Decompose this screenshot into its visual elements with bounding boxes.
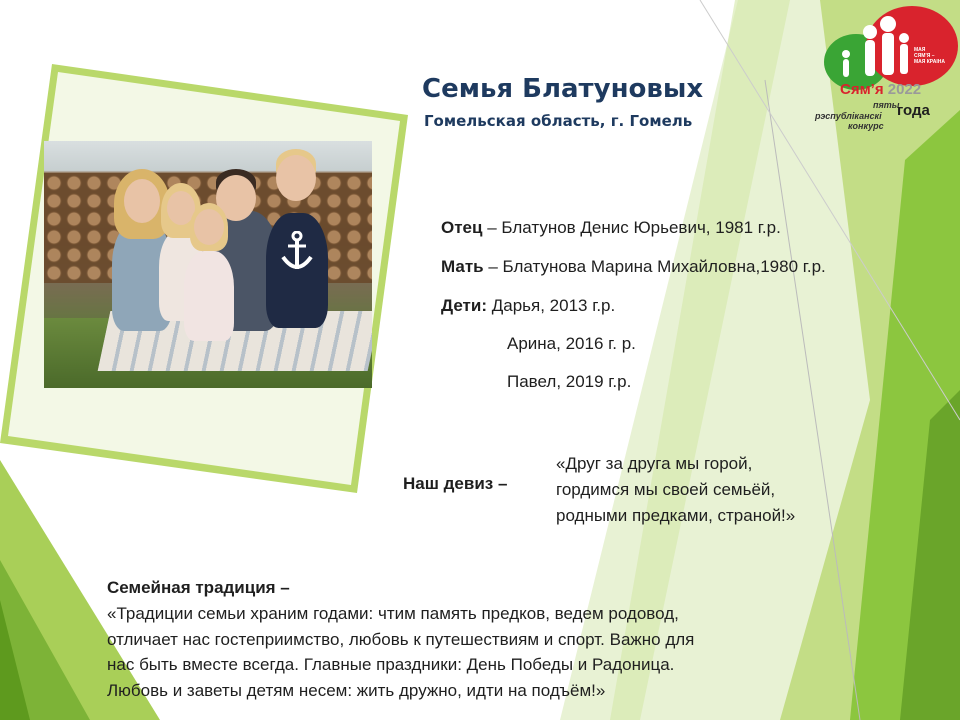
child-1: Дарья, 2013 г.р.	[487, 296, 616, 315]
head-mother	[124, 179, 160, 223]
tradition-line-4: Любовь и заветы детям несем: жить дружно, идти на подъём!»	[107, 681, 606, 700]
tradition-line-3: нас быть вместе всегда. Главные праздники: День Победы и Радоница.	[107, 655, 675, 674]
logo-badge-line-3: МАЯ КРАІНА	[914, 59, 945, 65]
father-line	[441, 218, 781, 238]
motto-line-1: «Друг за друга мы горой,	[556, 454, 753, 473]
children-label: Дети:	[441, 296, 487, 315]
children-line	[441, 296, 615, 316]
person-girl-2	[184, 251, 234, 341]
logo-name-red: Сям’я	[840, 81, 884, 98]
logo-small-1: пяты	[873, 100, 900, 110]
father-label: Отец	[441, 218, 483, 237]
family-photo	[44, 141, 372, 388]
motto-line-3: родными предками, страной!»	[556, 506, 796, 525]
mother-line	[441, 257, 826, 277]
page-title: Семья Блатуновых	[422, 74, 704, 104]
mother-text: – Блатунова Марина Михайловна,1980 г.р.	[483, 257, 826, 276]
child-2: Арина, 2016 г. р.	[507, 334, 636, 353]
logo-goda: года	[897, 102, 930, 119]
logo-small-3: конкурс	[848, 121, 884, 131]
logo-badge	[914, 47, 945, 65]
page-subtitle: Гомельская область, г. Гомель	[424, 112, 693, 130]
anchor-icon	[280, 231, 314, 273]
logo-badge-line-1: МАЯ	[914, 47, 926, 53]
tradition-title: Семейная традиция –	[107, 578, 290, 597]
motto-line-2: гордимся мы своей семьёй,	[556, 480, 776, 499]
head-boy	[276, 155, 316, 201]
tradition-line-1: «Традиции семьи храним годами: чтим память предков, ведем родовод,	[107, 604, 679, 623]
motto-label: Наш девиз –	[403, 474, 508, 493]
logo-name	[840, 81, 921, 98]
tradition-line-2: отличает нас гостеприимство, любовь к путешествиям и спорт. Важно для	[107, 630, 695, 649]
logo-year: 2022	[883, 81, 922, 98]
logo-badge-line-2: СЯМ’Я –	[914, 53, 935, 59]
father-text: – Блатунов Денис Юрьевич, 1981 г.р.	[482, 218, 781, 237]
logo-small-2: рэспубліканскі	[815, 111, 882, 121]
logo-red-circle	[866, 6, 958, 86]
mother-label: Мать	[441, 257, 484, 276]
child-3: Павел, 2019 г.р.	[507, 372, 632, 391]
head-girl-2	[194, 209, 224, 245]
